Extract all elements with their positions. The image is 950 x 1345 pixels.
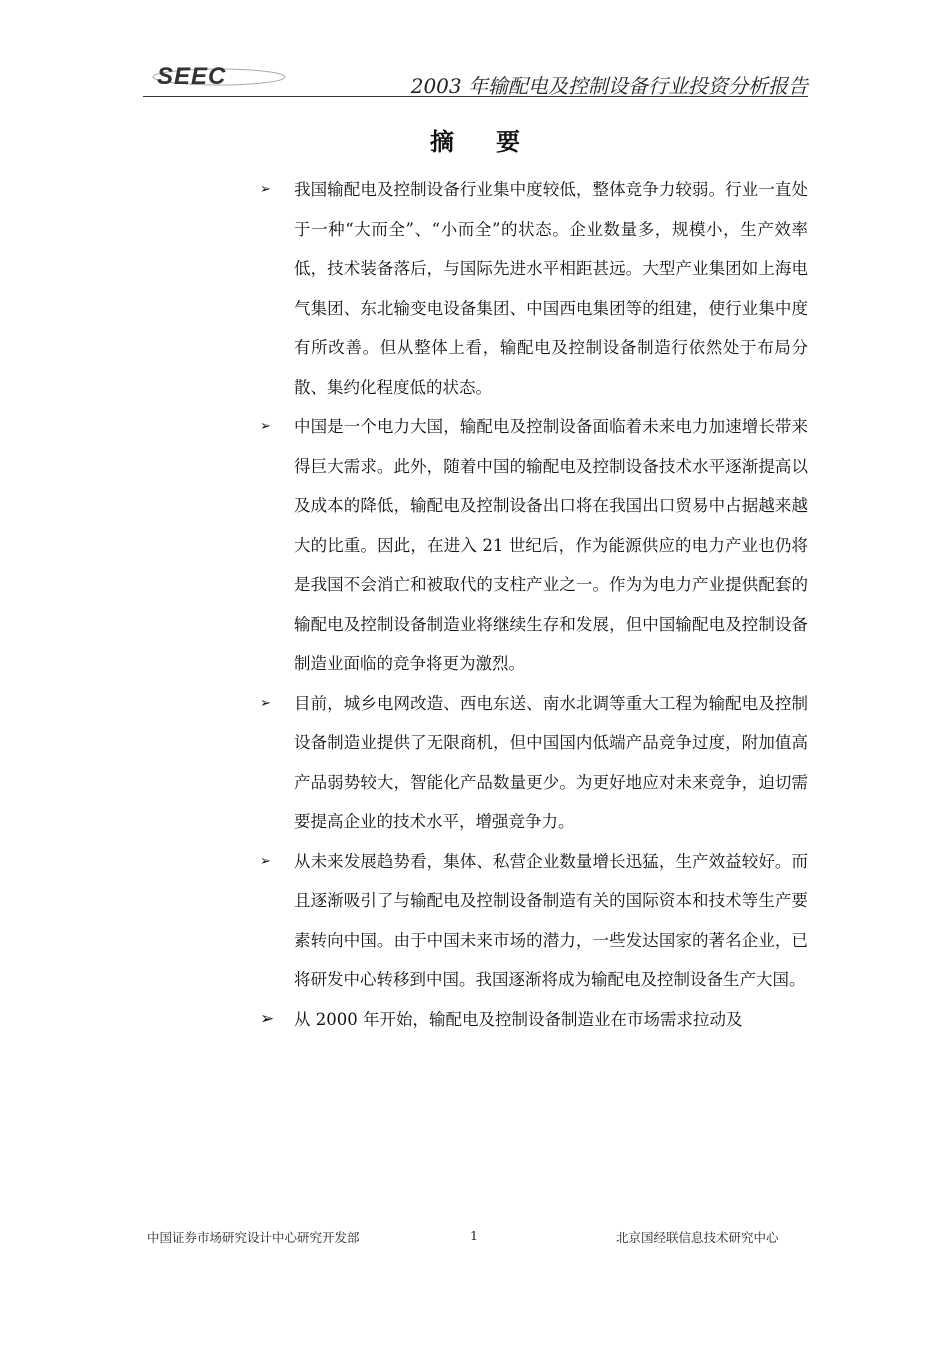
list-item-text: 中国是一个电力大国，输配电及控制设备面临着未来电力加速增长带来得巨大需求。此外，随着中国的输配电及控制设备技术水平逐渐提高以及成本的降低，输配电及控制设备出口将在我国出口贸易中占据越来越大的比重。因此，在进入 21 世纪后，作为能源供应的电力产业也仍将是我国不会消亡和被取代的支柱产业之一。作为为电力产业提供配套的输配电及控制设备制造业将继续生存和发展，但中国输配电及控制设备制造业面临的竞争将更为激烈。 xyxy=(294,417,808,673)
arrow-bullet-icon: ➢ xyxy=(260,1008,275,1029)
page-title: 摘要 xyxy=(430,127,562,156)
arrow-bullet-icon: ➢ xyxy=(260,419,271,434)
footer-left: 中国证券市场研究设计中心研究开发部 xyxy=(147,1230,360,1245)
list-item-text: 从 2000 年开始，输配电及控制设备制造业在市场需求拉动及 xyxy=(294,1009,743,1029)
arrow-bullet-icon: ➢ xyxy=(260,182,271,197)
footer-right: 北京国经联信息技术研究中心 xyxy=(616,1230,779,1245)
seec-logo xyxy=(151,62,291,90)
list-item xyxy=(256,842,808,1000)
arrow-bullet-icon: ➢ xyxy=(260,853,271,869)
list-item-text: 从未来发展趋势看，集体、私营企业数量增长迅猛，生产效益较好。而且逐渐吸引了与输配电及控制设备制造有关的国际资本和技术等生产要素转向中国。由于中国未来市场的潜力，一些发达国家的著名企业，已将研发中心转移到中国。我国逐渐将成为输配电及控制设备生产大国。 xyxy=(294,851,808,989)
header-divider xyxy=(143,96,808,97)
list-item xyxy=(256,1000,808,1040)
list-item xyxy=(256,407,808,684)
arrow-bullet-icon: ➢ xyxy=(260,695,271,711)
summary-list xyxy=(256,170,808,1039)
list-item xyxy=(256,170,808,407)
list-item xyxy=(256,684,808,842)
page-header xyxy=(143,56,808,96)
report-title: 2003 年输配电及控制设备行业投资分析报告 xyxy=(410,74,808,98)
list-item-text: 目前，城乡电网改造、西电东送、南水北调等重大工程为输配电及控制设备制造业提供了无限商机，但中国国内低端产品竞争过度，附加值高产品弱势较大，智能化产品数量更少。为更好地应对未来竞争，迫切需要提高企业的技术水平，增强竞争力。 xyxy=(294,693,808,831)
page-number: 1 xyxy=(470,1228,478,1243)
svg-text:SEEC: SEEC xyxy=(157,63,227,90)
list-item-text: 我国输配电及控制设备行业集中度较低，整体竞争力较弱。行业一直处于一种“大而全”、“小而全”的状态。企业数量多，规模小，生产效率低，技术装备落后，与国际先进水平相距甚远。大型产业集团如上海电气集团、东北输变电设备集团、中国西电集团等的组建，使行业集中度有所改善。但从整体上看，输配电及控制设备制造行依然处于布局分散、集约化程度低的状态。 xyxy=(294,180,808,397)
